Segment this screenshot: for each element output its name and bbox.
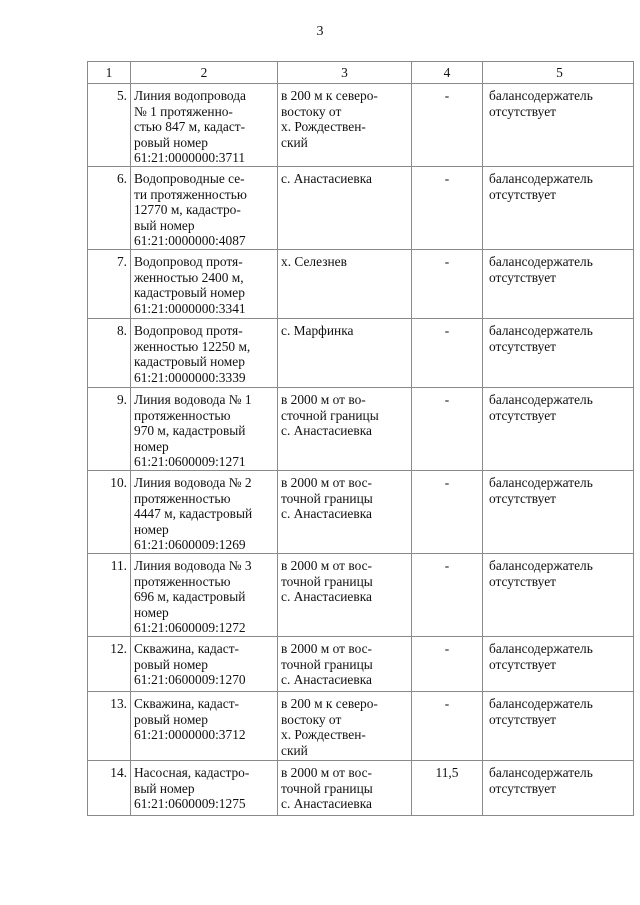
location-cell (278, 388, 412, 471)
holder-cell-line: балансодержатель (489, 88, 593, 103)
location-cell-line: востоку от (281, 711, 342, 727)
object-name-cell-line: протяженностью (134, 490, 231, 506)
object-name-cell-line: вый номер (134, 217, 195, 233)
location-cell-line: с. Анастасиевка (281, 506, 372, 522)
object-name-cell-line: вый номер (134, 780, 195, 796)
object-name-cell-line: стью 847 м, кадаст- (134, 119, 246, 135)
location-cell-line: в 2000 м от вос- (281, 558, 373, 573)
location-cell-line: х. Селезнев (281, 254, 347, 269)
location-cell-line: с. Анастасиевка (281, 171, 372, 186)
location-cell-line: х. Рождествен- (281, 119, 366, 135)
location-cell-line: с. Марфинка (281, 323, 354, 338)
row-number-cell: 10. (88, 471, 131, 554)
object-name-cell (131, 637, 278, 692)
location-cell-line: точной границы (281, 490, 373, 506)
holder-cell (483, 471, 634, 554)
location-cell-line: в 2000 м от во- (281, 392, 366, 407)
holder-cell-line: балансодержатель (489, 765, 593, 780)
location-cell-line: в 200 м к северо- (281, 88, 378, 103)
holder-cell (483, 637, 634, 692)
row-number-cell: 14. (88, 761, 131, 816)
header-cell-5: 5 (483, 62, 634, 84)
holder-cell-line: отсутствует (489, 656, 556, 672)
row-number-cell: 9. (88, 388, 131, 471)
location-cell-line: ский (281, 742, 308, 758)
holder-cell (483, 554, 634, 637)
object-name-cell-line: Водопровод протя- (134, 254, 243, 269)
object-name-cell (131, 250, 278, 319)
holder-cell (483, 167, 634, 250)
object-name-cell-line: ровый номер (134, 656, 208, 672)
header-cell-2: 2 (131, 62, 278, 84)
row-number-cell: 12. (88, 637, 131, 692)
value-cell: - (412, 250, 483, 319)
location-cell-line: сточной границы (281, 407, 379, 423)
holder-cell-line: отсутствует (489, 103, 556, 119)
location-cell-line: с. Анастасиевка (281, 589, 372, 605)
row-number-cell: 11. (88, 554, 131, 637)
object-name-cell-line: 61:21:0600009:1269 (134, 537, 246, 553)
object-name-cell-line: женностью 12250 м, (134, 338, 251, 354)
object-name-cell-line: ровый номер (134, 134, 208, 150)
object-name-cell-line: протяженностью (134, 407, 231, 423)
location-cell (278, 167, 412, 250)
object-name-cell-line: 61:21:0000000:3339 (134, 369, 246, 385)
object-name-cell (131, 471, 278, 554)
holder-cell-line: отсутствует (489, 407, 556, 423)
value-cell: - (412, 319, 483, 388)
object-name-cell (131, 84, 278, 167)
registry-table (87, 61, 634, 816)
table-row (88, 471, 634, 554)
object-name-cell (131, 388, 278, 471)
object-name-cell (131, 761, 278, 816)
holder-cell-line: балансодержатель (489, 254, 593, 269)
location-cell-line: в 2000 м от вос- (281, 765, 373, 780)
location-cell-line: х. Рождествен- (281, 727, 366, 743)
object-name-cell-line: номер (134, 438, 169, 454)
value-cell: - (412, 84, 483, 167)
value-cell: - (412, 388, 483, 471)
location-cell (278, 761, 412, 816)
object-name-cell-line: 4447 м, кадастровый (134, 506, 253, 522)
page-number: 3 (316, 24, 324, 39)
object-name-cell-line: Водопроводные се- (134, 171, 245, 186)
object-name-cell-line: кадастровый номер (134, 354, 245, 370)
object-name-cell-line: номер (134, 521, 169, 537)
value-cell: 11,5 (412, 761, 483, 816)
location-cell (278, 692, 412, 761)
row-number-cell: 5. (88, 84, 131, 167)
object-name-cell-line: Линия водовода № 3 (134, 558, 252, 573)
object-name-cell-line: Линия водовода № 1 (134, 392, 252, 407)
object-name-cell-line: Скважина, кадаст- (134, 696, 240, 711)
object-name-cell-line: 61:21:0000000:3712 (134, 727, 246, 743)
header-cell-1: 1 (88, 62, 131, 84)
table-row (88, 250, 634, 319)
holder-cell (483, 692, 634, 761)
holder-cell-line: отсутствует (489, 711, 556, 727)
object-name-cell-line: 61:21:0600009:1275 (134, 796, 246, 812)
table-row (88, 554, 634, 637)
table-row (88, 167, 634, 250)
value-cell: - (412, 692, 483, 761)
row-number-cell: 13. (88, 692, 131, 761)
holder-cell (483, 250, 634, 319)
holder-cell-line: балансодержатель (489, 641, 593, 656)
location-cell-line: с. Анастасиевка (281, 796, 372, 812)
object-name-cell-line: 970 м, кадастровый (134, 423, 246, 439)
object-name-cell-line: 61:21:0000000:3341 (134, 300, 246, 316)
holder-cell-line: балансодержатель (489, 171, 593, 186)
header-cell-4: 4 (412, 62, 483, 84)
table-row (88, 84, 634, 167)
value-cell: - (412, 167, 483, 250)
object-name-cell-line: Скважина, кадаст- (134, 641, 240, 656)
row-number-cell: 8. (88, 319, 131, 388)
table-row (88, 388, 634, 471)
location-cell-line: в 2000 м от вос- (281, 475, 373, 490)
object-name-cell-line: 12770 м, кадастро- (134, 202, 241, 218)
row-number-cell: 7. (88, 250, 131, 319)
object-name-cell-line: ровый номер (134, 711, 208, 727)
object-name-cell-line: 61:21:0600009:1270 (134, 672, 246, 688)
holder-cell-line: балансодержатель (489, 696, 593, 711)
object-name-cell-line: номер (134, 604, 169, 620)
holder-cell-line: отсутствует (489, 490, 556, 506)
holder-cell (483, 84, 634, 167)
table-row (88, 761, 634, 816)
table-body (88, 84, 634, 816)
location-cell-line: точной границы (281, 573, 373, 589)
object-name-cell (131, 319, 278, 388)
object-name-cell-line: Водопровод протя- (134, 323, 243, 338)
location-cell (278, 554, 412, 637)
holder-cell-line: отсутствует (489, 573, 556, 589)
object-name-cell-line: 61:21:0600009:1271 (134, 454, 246, 470)
holder-cell-line: балансодержатель (489, 475, 593, 490)
location-cell (278, 84, 412, 167)
holder-cell-line: отсутствует (489, 269, 556, 285)
table-header-row (88, 62, 634, 84)
value-cell: - (412, 637, 483, 692)
object-name-cell-line: 61:21:0000000:4087 (134, 233, 246, 249)
table-row (88, 319, 634, 388)
holder-cell-line: балансодержатель (489, 323, 593, 338)
object-name-cell-line: ти протяженностью (134, 186, 247, 202)
holder-cell-line: отсутствует (489, 186, 556, 202)
object-name-cell-line: Насосная, кадастро- (134, 765, 250, 780)
object-name-cell-line: № 1 протяженно- (134, 103, 233, 119)
row-number-cell: 6. (88, 167, 131, 250)
location-cell (278, 637, 412, 692)
holder-cell-line: балансодержатель (489, 392, 593, 407)
value-cell: - (412, 554, 483, 637)
header-cell-3: 3 (278, 62, 412, 84)
location-cell-line: ский (281, 134, 308, 150)
location-cell-line: в 2000 м от вос- (281, 641, 373, 656)
location-cell-line: с. Анастасиевка (281, 423, 372, 439)
holder-cell-line: балансодержатель (489, 558, 593, 573)
object-name-cell-line: 61:21:0000000:3711 (134, 150, 246, 166)
location-cell (278, 471, 412, 554)
holder-cell (483, 761, 634, 816)
object-name-cell-line: 61:21:0600009:1272 (134, 620, 246, 636)
object-name-cell (131, 692, 278, 761)
table-row (88, 637, 634, 692)
location-cell-line: с. Анастасиевка (281, 672, 372, 688)
holder-cell (483, 388, 634, 471)
object-name-cell-line: кадастровый номер (134, 285, 245, 301)
location-cell (278, 319, 412, 388)
location-cell-line: точной границы (281, 656, 373, 672)
holder-cell-line: отсутствует (489, 780, 556, 796)
object-name-cell (131, 167, 278, 250)
object-name-cell-line: Линия водовода № 2 (134, 475, 252, 490)
location-cell-line: точной границы (281, 780, 373, 796)
location-cell (278, 250, 412, 319)
holder-cell (483, 319, 634, 388)
object-name-cell-line: протяженностью (134, 573, 231, 589)
holder-cell-line: отсутствует (489, 338, 556, 354)
table-row (88, 692, 634, 761)
location-cell-line: в 200 м к северо- (281, 696, 378, 711)
object-name-cell-line: 696 м, кадастровый (134, 589, 246, 605)
location-cell-line: востоку от (281, 103, 342, 119)
object-name-cell-line: женностью 2400 м, (134, 269, 244, 285)
value-cell: - (412, 471, 483, 554)
object-name-cell-line: Линия водопровода (134, 88, 246, 103)
object-name-cell (131, 554, 278, 637)
